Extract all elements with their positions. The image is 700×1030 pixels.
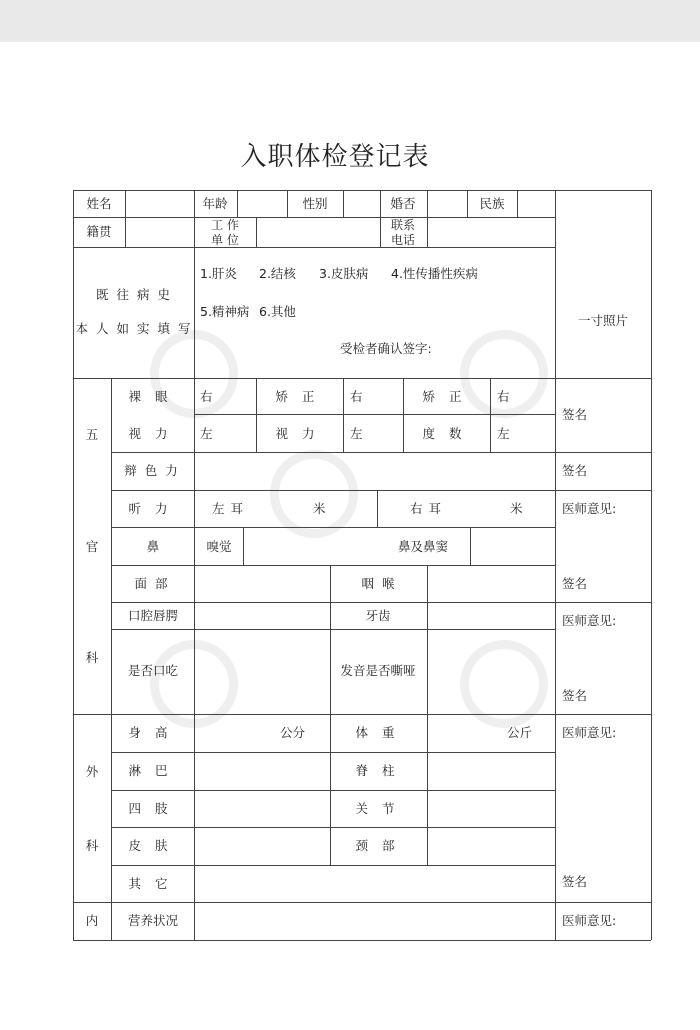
label-self-report: 本人如实填写 bbox=[75, 320, 199, 336]
label-smell: 嗅觉 bbox=[206, 538, 232, 554]
label-lip: 口腔唇腭 bbox=[127, 607, 179, 623]
table-border-line bbox=[517, 190, 518, 217]
signature-label: 受检者确认签字: bbox=[340, 340, 432, 356]
label-other: 其它 bbox=[128, 875, 182, 891]
sign-color-vision: 签名 bbox=[562, 462, 588, 478]
table-border-line bbox=[427, 714, 428, 865]
sign-ent-2: 签名 bbox=[562, 687, 588, 703]
label-skin: 皮肤 bbox=[128, 837, 182, 853]
table-border-line bbox=[111, 629, 555, 630]
label-work-unit-2: 单 位 bbox=[211, 233, 239, 247]
label-gender: 性别 bbox=[302, 195, 328, 211]
table-border-line bbox=[403, 378, 404, 452]
section-neike: 内 bbox=[85, 912, 99, 928]
table-border-line bbox=[427, 565, 428, 714]
table-border-line bbox=[287, 190, 288, 217]
unit-kg: 公斤 bbox=[507, 724, 533, 740]
photo-placeholder: 一寸照片 bbox=[577, 312, 629, 328]
table-border-line bbox=[111, 565, 555, 566]
doctor-opinion-internal: 医师意见: bbox=[562, 912, 617, 928]
table-border-line bbox=[73, 902, 651, 903]
table-border-line bbox=[380, 190, 381, 247]
table-border-line bbox=[194, 714, 195, 940]
label-origin: 籍贯 bbox=[86, 223, 112, 239]
table-border-line bbox=[111, 790, 555, 791]
table-border-line bbox=[73, 190, 651, 191]
table-border-line bbox=[237, 190, 238, 217]
label-height: 身高 bbox=[128, 724, 182, 740]
table-border-line bbox=[125, 190, 126, 247]
table-border-line bbox=[73, 378, 651, 379]
label-degree: 度数 bbox=[422, 425, 476, 441]
section-waike-2: 科 bbox=[85, 837, 99, 853]
label-throat: 咽喉 bbox=[361, 575, 403, 591]
sign-vision: 签名 bbox=[562, 406, 588, 422]
table-border-line bbox=[343, 190, 344, 217]
naked-right: 右 bbox=[200, 388, 213, 404]
history-item-std: 4.性传播性疾病 bbox=[391, 265, 478, 281]
table-border-line bbox=[111, 827, 555, 828]
label-weight: 体重 bbox=[355, 724, 409, 740]
table-border-line bbox=[555, 190, 556, 940]
history-item-other: 6.其他 bbox=[259, 303, 296, 319]
label-stutter: 是否口吃 bbox=[127, 662, 179, 678]
table-border-line bbox=[111, 452, 651, 453]
label-face: 面部 bbox=[134, 575, 176, 591]
history-item-skin-disease: 3.皮肤病 bbox=[319, 265, 369, 281]
corrected-right: 右 bbox=[350, 388, 363, 404]
label-age: 年龄 bbox=[202, 195, 228, 211]
label-contact-2: 电话 bbox=[390, 233, 416, 247]
label-ethnicity: 民族 bbox=[479, 195, 505, 211]
unit-cm: 公分 bbox=[280, 724, 306, 740]
table-border-line bbox=[111, 527, 555, 528]
label-work-unit-1: 工 作 bbox=[211, 218, 239, 232]
table-border-line bbox=[194, 378, 195, 714]
sign-surgery: 签名 bbox=[562, 873, 588, 889]
section-wuguan-3: 科 bbox=[85, 649, 99, 665]
table-border-line bbox=[73, 247, 555, 248]
label-lymph: 淋巴 bbox=[128, 762, 182, 778]
label-vision: 视力 bbox=[128, 425, 182, 441]
label-naked-eye: 裸眼 bbox=[128, 388, 182, 404]
label-hearing: 听力 bbox=[128, 500, 182, 516]
history-item-mental: 5.精神病 bbox=[200, 303, 250, 319]
table-border-line bbox=[427, 190, 428, 247]
label-corrected: 矫正 bbox=[275, 388, 329, 404]
label-nutrition: 营养状况 bbox=[127, 912, 179, 928]
table-border-line bbox=[343, 378, 344, 452]
table-border-line bbox=[73, 940, 651, 941]
label-nose: 鼻 bbox=[146, 538, 160, 554]
section-wuguan-1: 五 bbox=[85, 426, 99, 442]
label-marital: 婚否 bbox=[390, 195, 416, 211]
table-border-line bbox=[194, 414, 555, 415]
naked-left: 左 bbox=[200, 425, 213, 441]
degree-right: 右 bbox=[497, 388, 510, 404]
table-border-line bbox=[194, 190, 195, 247]
label-right-ear: 右耳 bbox=[410, 500, 448, 516]
history-item-hepatitis: 1.肝炎 bbox=[200, 265, 237, 281]
table-border-line bbox=[111, 865, 555, 866]
label-contact-1: 联系 bbox=[390, 218, 416, 232]
label-corrected-2: 矫正 bbox=[422, 388, 476, 404]
table-border-line bbox=[256, 378, 257, 452]
history-item-tuberculosis: 2.结核 bbox=[259, 265, 296, 281]
table-border-line bbox=[651, 190, 652, 940]
table-border-line bbox=[470, 527, 471, 565]
doctor-opinion-ent-2: 医师意见: bbox=[562, 612, 617, 628]
table-border-line bbox=[73, 217, 555, 218]
unit-meter-right: 米 bbox=[510, 500, 523, 516]
doctor-opinion-surgery: 医师意见: bbox=[562, 724, 617, 740]
unit-meter-left: 米 bbox=[313, 500, 326, 516]
label-neck: 颈部 bbox=[355, 837, 409, 853]
section-waike-1: 外 bbox=[85, 763, 99, 779]
doctor-opinion-ent-1: 医师意见: bbox=[562, 500, 617, 516]
label-sinus: 鼻及鼻窦 bbox=[397, 538, 449, 554]
table-border-line bbox=[330, 565, 331, 714]
degree-left: 左 bbox=[497, 425, 510, 441]
table-border-line bbox=[111, 602, 651, 603]
label-color-vision: 辩色力 bbox=[124, 462, 186, 478]
label-teeth: 牙齿 bbox=[365, 607, 391, 623]
table-border-line bbox=[377, 490, 378, 527]
label-left-ear: 左耳 bbox=[212, 500, 250, 516]
table-border-line bbox=[73, 714, 651, 715]
label-limbs: 四肢 bbox=[128, 800, 182, 816]
label-name: 姓名 bbox=[86, 195, 112, 211]
table-border-line bbox=[490, 378, 491, 452]
label-spine: 脊柱 bbox=[355, 762, 409, 778]
table-border-line bbox=[256, 217, 257, 247]
table-border-line bbox=[111, 378, 112, 940]
corrected-left: 左 bbox=[350, 425, 363, 441]
table-border-line bbox=[330, 714, 331, 865]
table-border-line bbox=[194, 247, 195, 378]
table-border-line bbox=[111, 490, 651, 491]
table-border-line bbox=[467, 190, 468, 217]
table-border-line bbox=[111, 752, 555, 753]
label-vision-2: 视力 bbox=[275, 425, 329, 441]
table-border-line bbox=[73, 190, 74, 940]
table-border-line bbox=[243, 527, 244, 565]
section-wuguan-2: 官 bbox=[85, 538, 99, 554]
label-hoarse: 发音是否嘶哑 bbox=[340, 662, 416, 678]
label-history: 既往病史 bbox=[95, 286, 179, 302]
page-title: 入职体检登记表 bbox=[240, 142, 430, 172]
sign-ent-1: 签名 bbox=[562, 575, 588, 591]
label-joints: 关节 bbox=[355, 800, 409, 816]
